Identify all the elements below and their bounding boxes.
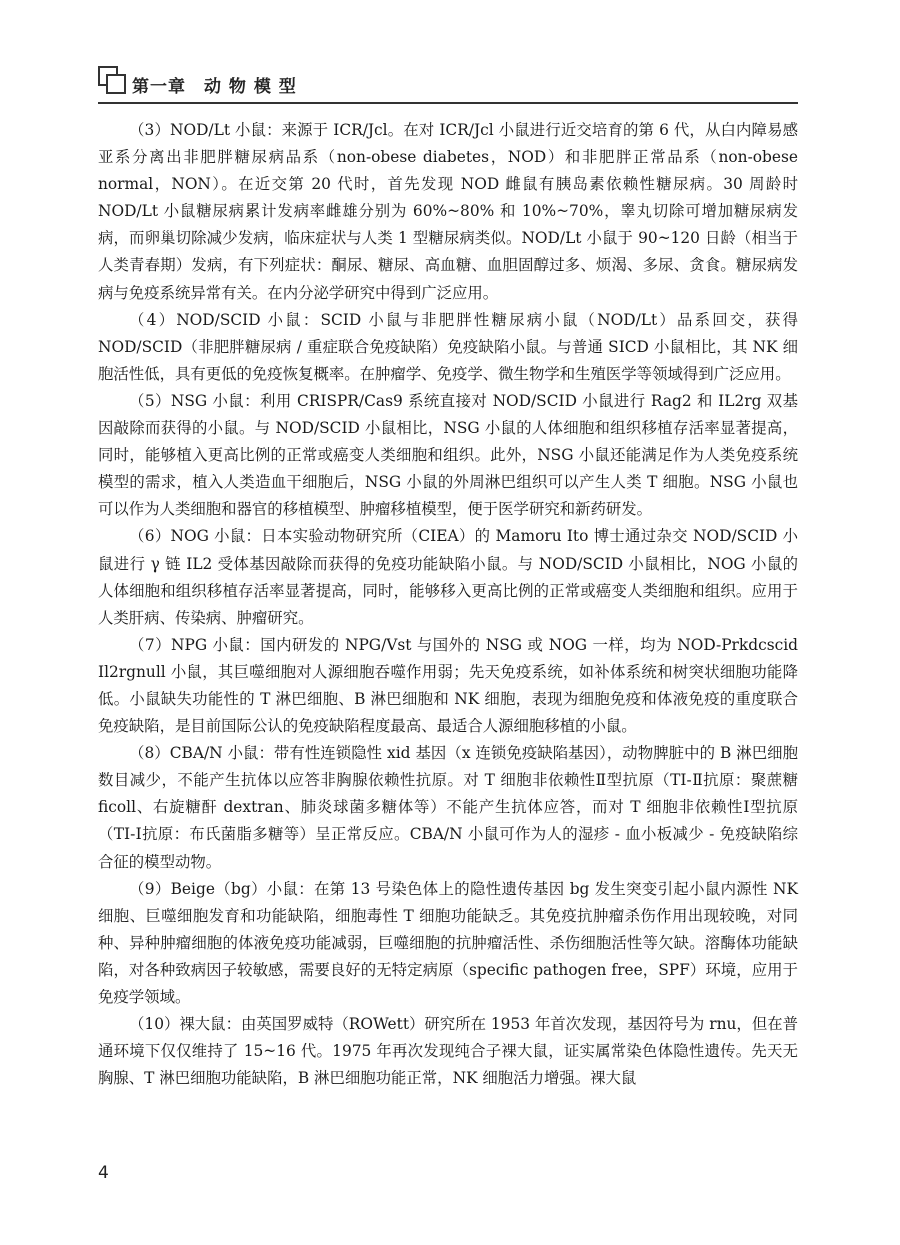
paragraph-cba-n: （8）CBA/N 小鼠：带有性连锁隐性 xid 基因（x 连锁免疫缺陷基因），动物脾脏中的 B 淋巴细胞数目减少，不能产生抗体以应答非胸腺依赖性抗原。对 T 细胞非依赖性Ⅱ型抗原（TI-Ⅱ抗原：聚蔗糖 ficoll、右旋糖酐 dextran、肺炎球菌多糖体等）不能产生抗体应答，而对 T 细胞非依赖性Ⅰ型抗原（TI-Ⅰ抗原：布氏菌脂多糖等）呈正常反应。CBA/N 小鼠可作为人的湿疹 - 血小板减少 - 免疫缺陷综合征的模型动物。 [98,744,798,871]
paragraph-npg: （7）NPG 小鼠：国内研发的 NPG/Vst 与国外的 NSG 或 NOG 一样，均为 NOD-Prkdcscid Il2rgnull 小鼠，其巨噬细胞对人源细胞吞噬作用弱；先天免疫系统，如补体系统和树突状细胞功能降低。小鼠缺失功能性的 T 淋巴细胞、B 淋巴细胞和 NK 细胞，表现为细胞免疫和体液免疫的重度联合免疫缺陷，是目前国际公认的免疫缺陷程度最高、最适合人源细胞移植的小鼠。 [98,635,798,736]
chapter-title: 第一章 动 物 模 型 [132,77,297,97]
header-rule [98,102,798,104]
body-text [98,117,798,1092]
paragraph-nsg: （5）NSG 小鼠：利用 CRISPR/Cas9 系统直接对 NOD/SCID 小鼠进行 Rag2 和 IL2rg 双基因敲除而获得的小鼠。与 NOD/SCID 小鼠相比，NSG 小鼠的人体细胞和组织移植存活率显著提高，同时，能够植入更高比例的正常或癌变人类细胞和组织。此外，NSG 小鼠还能满足作为人类免疫系统模型的需求，植入人类造血干细胞后，NSG 小鼠的外周淋巴组织可以产生人类 T 细胞。NSG 小鼠也可以作为人类细胞和器官的移植模型、肿瘤移植模型，便于医学研究和新药研发。 [98,391,798,519]
paragraph-nod-scid: （4）NOD/SCID 小鼠：SCID 小鼠与非肥胖性糖尿病小鼠（NOD/Lt）品系回交，获得 NOD/SCID（非肥胖糖尿病 / 重症联合免疫缺陷）免疫缺陷小鼠。与普通 SICD 小鼠相比，其 NK 细胞活性低，具有更低的免疫恢复概率。在肿瘤学、免疫学、微生物学和生殖医学等领域得到广泛应用。 [98,310,798,383]
paragraph-beige: （9）Beige（bg）小鼠：在第 13 号染色体上的隐性遗传基因 bg 发生突变引起小鼠内源性 NK 细胞、巨噬细胞发育和功能缺陷，细胞毒性 T 细胞功能缺乏。其免疫抗肿瘤杀伤作用出现较晚，对同种、异种肿瘤细胞的体液免疫功能减弱，巨噬细胞的抗肿瘤活性、杀伤细胞活性等欠缺。溶酶体功能缺陷，对各种致病因子较敏感，需要良好的无特定病原（specific pathogen free，SPF）环境，应用于免疫学领域。 [98,879,798,1006]
paragraph-nog: （6）NOG 小鼠：日本实验动物研究所（CIEA）的 Mamoru Ito 博士通过杂交 NOD/SCID 小鼠进行 γ 链 IL2 受体基因敲除而获得的免疫功能缺陷小鼠。与 NOD/SCID 小鼠相比，NOG 小鼠的人体细胞和组织移植存活率显著提高，同时，能够移入更高比例的正常或癌变人类细胞和组织。应用于人类肝病、传染病、肿瘤研究。 [98,527,799,627]
paragraph-nod-lt: （3）NOD/Lt 小鼠：来源于 ICR/Jcl。在对 ICR/Jcl 小鼠进行近交培育的第 6 代，从白内障易感亚系分离出非肥胖糖尿病品系（non-obese diabetes，NOD）和非肥胖正常品系（non-obese normal，NON）。在近交第 20 代时，首先发现 NOD 雌鼠有胰岛素依赖性糖尿病。30 周龄时 NOD/Lt 小鼠糖尿病累计发病率雌雄分别为 60%~80% 和 10%~70%，睾丸切除可增加糖尿病发病，而卵巢切除减少发病，临床症状与人类 1 型糖尿病类似。NOD/Lt 小鼠于 90~120 日龄（相当于人类青春期）发病，有下列症状：酮尿、糖尿、高血糖、血胆固醇过多、烦渴、多尿、贪食。糖尿病发病与免疫系统异常有关。在内分泌学研究中得到广泛应用。 [98,121,798,302]
running-header [98,66,798,108]
paragraph-nude-rat: （10）裸大鼠：由英国罗威特（ROWett）研究所在 1953 年首次发现，基因符号为 rnu，但在普通环境下仅仅维持了 15~16 代。1975 年再次发现纯合子裸大鼠，证实属常染色体隐性遗传。先天无胸腺、T 淋巴细胞功能缺陷，B 淋巴细胞功能正常，NK 细胞活力增强。裸大鼠 [98,1015,798,1088]
chapter-squares-icon [98,66,124,92]
page-number: 4 [98,1163,109,1183]
